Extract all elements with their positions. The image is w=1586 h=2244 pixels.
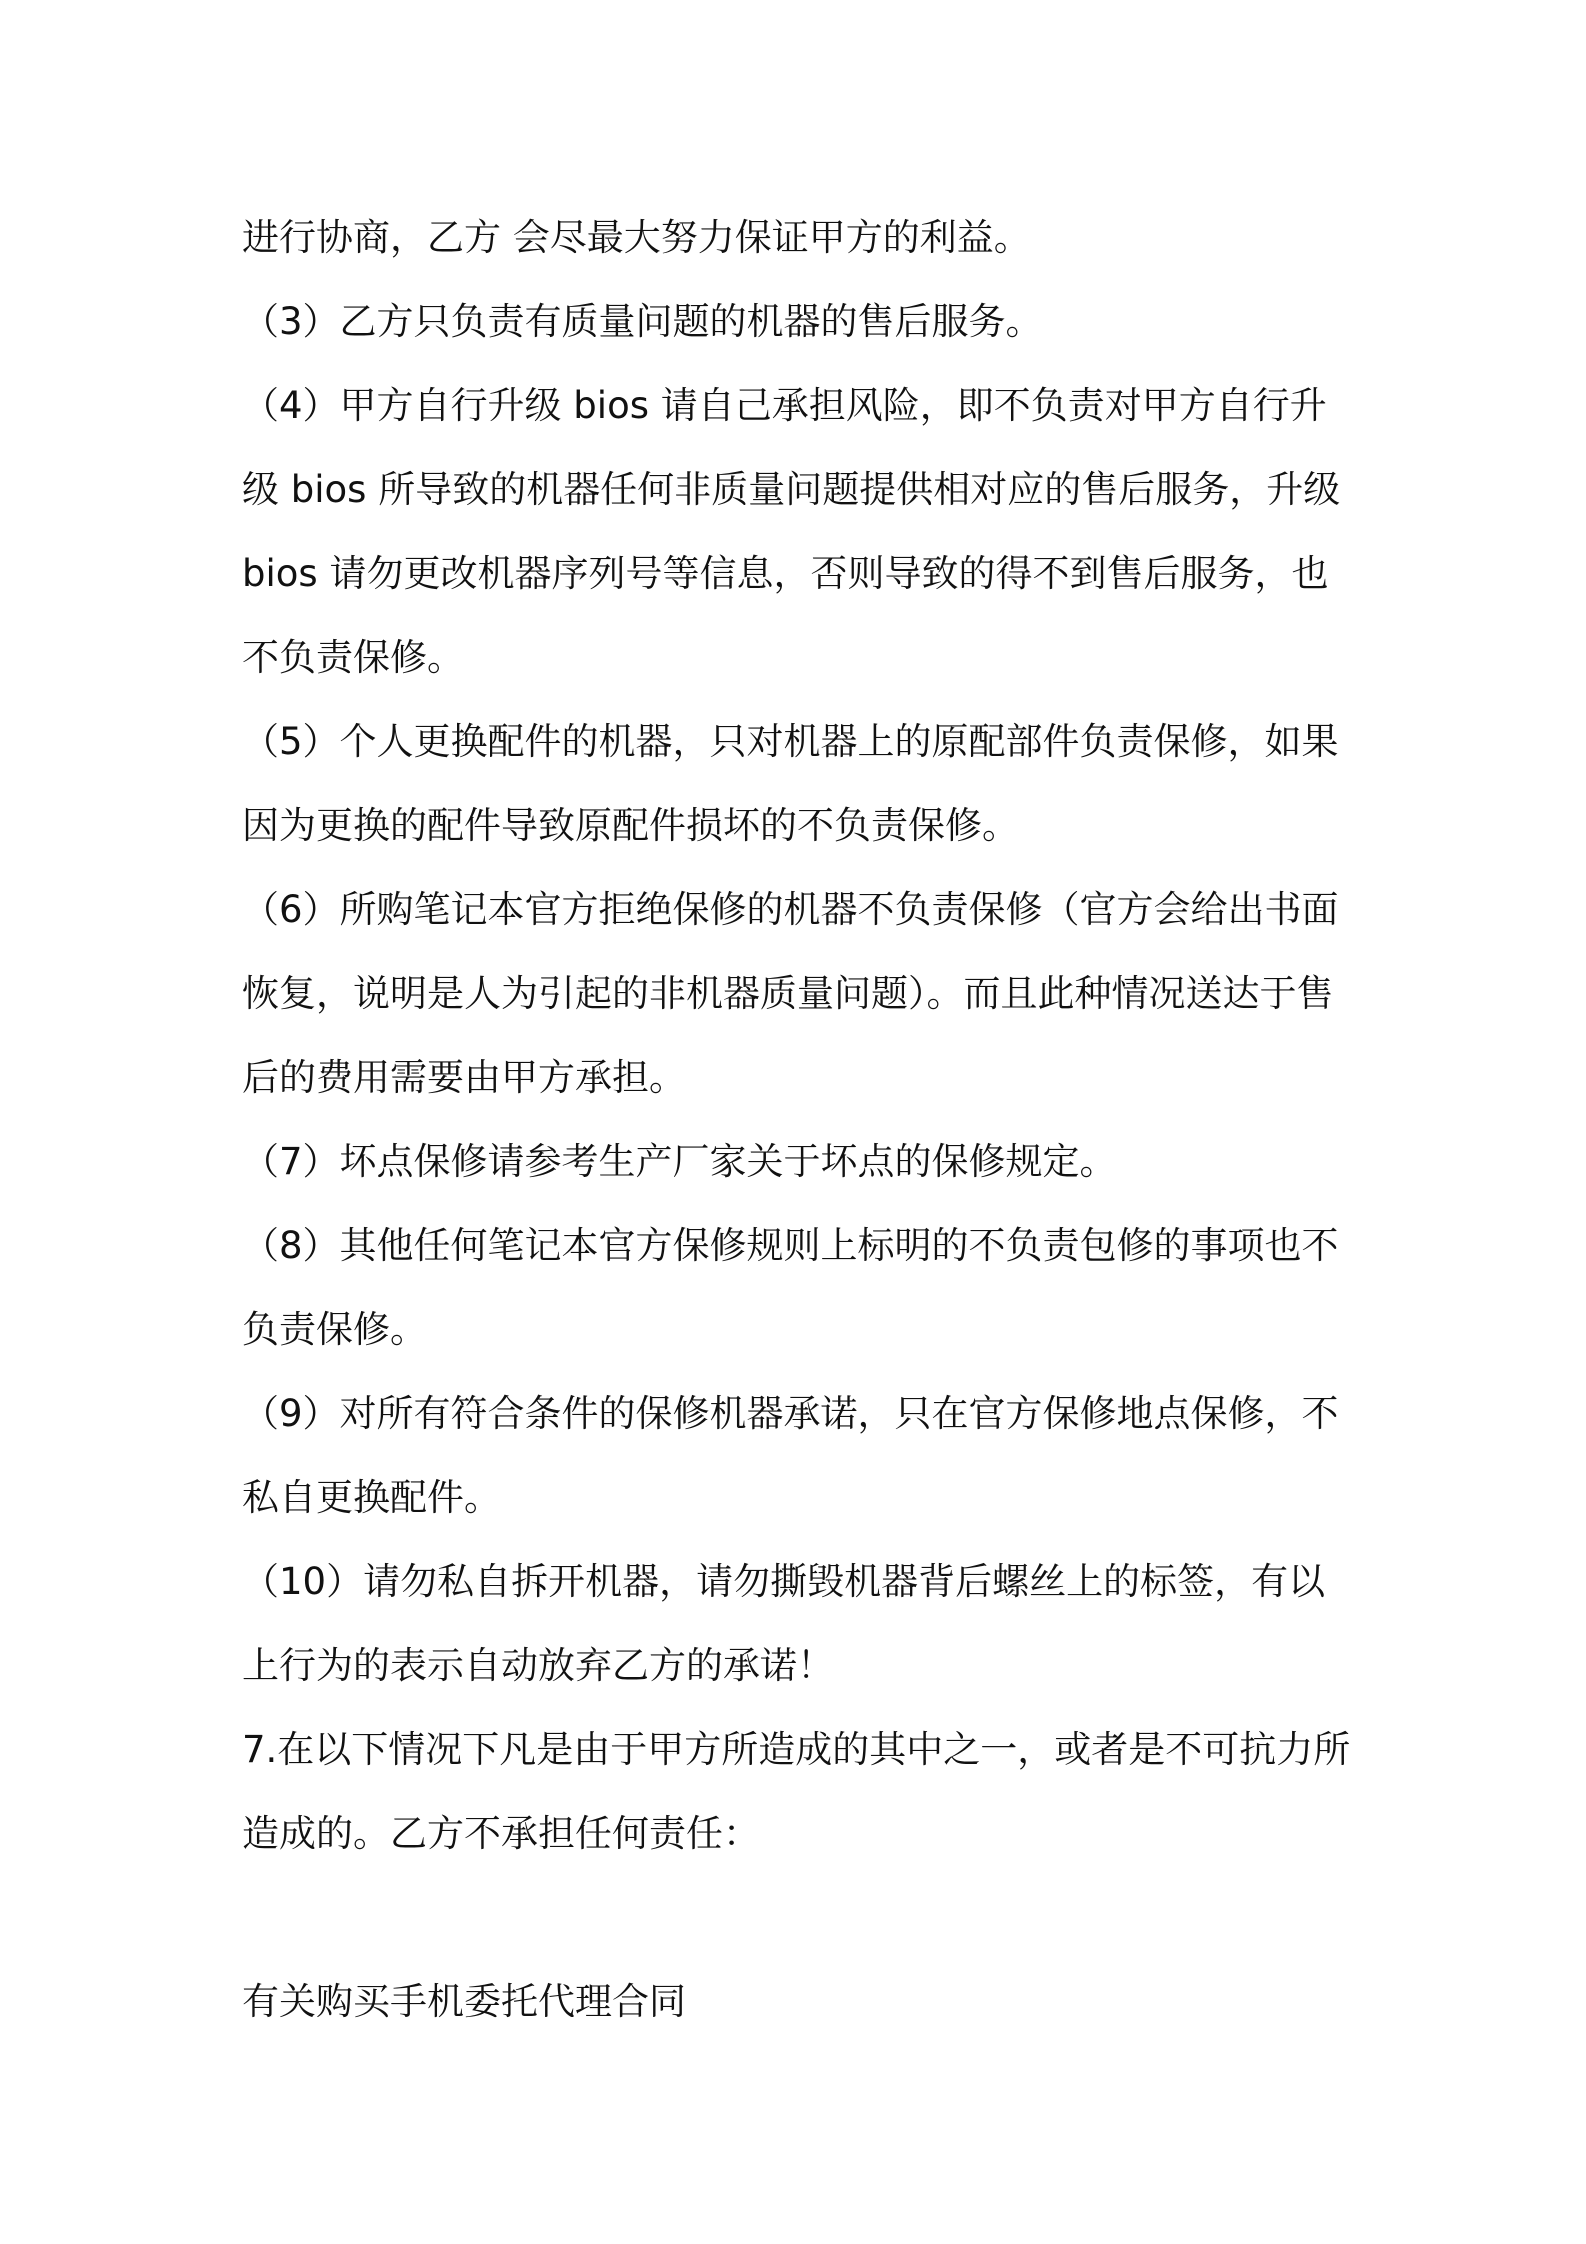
paragraph-item-5: （5）个人更换配件的机器，只对机器上的原配部件负责保修，如果因为更换的配件导致原配件损坏的不负责保修。 <box>242 720 1339 847</box>
paragraph-continuation: 进行协商，乙方 会尽最大努力保证甲方的利益。 <box>242 216 1031 259</box>
paragraph-item-9: （9）对所有符合条件的保修机器承诺，只在官方保修地点保修，不私自更换配件。 <box>242 1392 1339 1519</box>
footer-title: 有关购买手机委托代理合同 <box>242 1980 686 2023</box>
paragraph-item-4: （4）甲方自行升级 bios 请自己承担风险，即不负责对甲方自行升级 bios 所导致的机器任何非质量问题提供相对应的售后服务，升级 bios 请勿更改机器序列号等信息，否则导致的得不到售后服务，也不负责保修。 <box>242 384 1352 679</box>
paragraph-item-8: （8）其他任何笔记本官方保修规则上标明的不负责包修的事项也不负责保修。 <box>242 1224 1339 1351</box>
document-body <box>242 196 1362 2044</box>
paragraph-item-10: （10）请勿私自拆开机器，请勿撕毁机器背后螺丝上的标签，有以上行为的表示自动放弃乙方的承诺！ <box>242 1560 1326 1687</box>
spacer <box>242 1876 1362 1960</box>
paragraph-item-7: （7）坏点保修请参考生产厂家关于坏点的保修规定。 <box>242 1140 1117 1183</box>
paragraph-item-3: （3）乙方只负责有质量问题的机器的售后服务。 <box>242 300 1043 343</box>
paragraph-section-7: 7.在以下情况下凡是由于甲方所造成的其中之一，或者是不可抗力所造成的。乙方不承担任何责任： <box>242 1728 1351 1855</box>
paragraph-item-6: （6）所购笔记本官方拒绝保修的机器不负责保修（官方会给出书面恢复，说明是人为引起的非机器质量问题）。而且此种情况送达于售后的费用需要由甲方承担。 <box>242 888 1339 1099</box>
